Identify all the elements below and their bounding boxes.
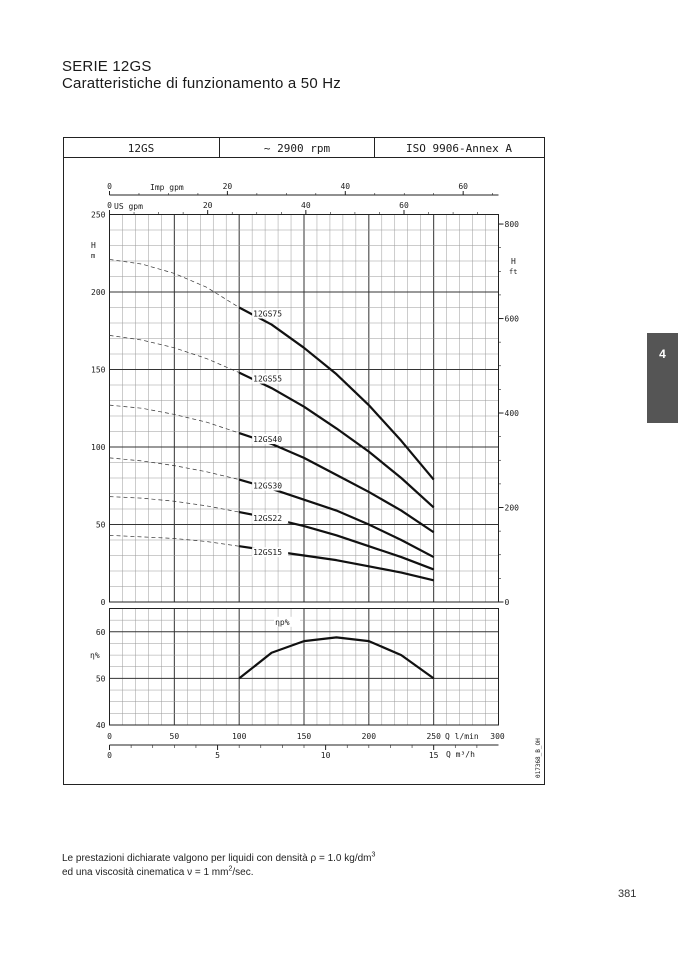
- m3h-tick-label: 10: [320, 751, 331, 760]
- us-gpm-label: US gpm: [114, 202, 143, 211]
- imp-gpm-tick-label: 40: [340, 182, 351, 191]
- head-ft-tick-label: 600: [504, 314, 519, 324]
- drawing-code: 017368_B_OH: [535, 738, 542, 778]
- footnote-line-2-end: /sec.: [232, 867, 254, 878]
- m3h-tick-label: 5: [215, 751, 220, 760]
- series-title: SERIE 12GS: [62, 58, 152, 75]
- header-standard: ISO 9906-Annex A: [406, 142, 512, 155]
- us-gpm-tick-label: 60: [399, 201, 409, 210]
- curve-label-12gs75: 12GS75: [253, 309, 283, 319]
- curve-layer: [110, 259, 434, 678]
- x-axis-label-m3h: Q m³/h: [446, 750, 475, 759]
- x-tick-label-lmin: 0: [107, 732, 112, 741]
- head-m-tick-label: 200: [91, 288, 106, 297]
- head-ft-label-unit: ft: [509, 268, 518, 276]
- head-ft-tick-label: 800: [504, 220, 519, 230]
- imp-gpm-tick-label: 20: [222, 182, 233, 191]
- us-gpm-tick-label: 20: [202, 201, 213, 210]
- page-number: 381: [618, 888, 637, 900]
- chapter-tab-label: 4: [659, 347, 666, 361]
- header-speed: ~ 2900 rpm: [263, 142, 331, 155]
- head-m-tick-label: 150: [91, 365, 106, 375]
- head-m-tick-label: 0: [100, 598, 106, 607]
- eff-tick-label: 50: [95, 674, 106, 684]
- curve-label-12gs55: 12GS55: [253, 374, 283, 384]
- series-subtitle: Caratteristiche di funzionamento a 50 Hz: [62, 75, 341, 92]
- imp-gpm-tick-label: 0: [107, 182, 112, 191]
- curve-12gs75: [239, 308, 433, 480]
- x-tick-label-lmin: 50: [169, 732, 180, 741]
- x-tick-label-lmin: 200: [361, 732, 377, 741]
- x-axis-label-lmin: Q l/min: [445, 732, 479, 741]
- x-tick-label-lmin: 300: [490, 732, 505, 741]
- head-m-label-h: H: [91, 241, 96, 250]
- us-gpm-tick-label: 40: [301, 201, 311, 210]
- axis-layer: [91, 182, 519, 760]
- curve-label-12gs30: 12GS30: [253, 481, 283, 491]
- head-m-tick-label: 100: [91, 443, 106, 452]
- x-tick-label-lmin: 150: [296, 732, 312, 741]
- head-ft-tick-label: 200: [504, 503, 519, 513]
- footnote-line-1: [62, 852, 375, 866]
- head-ft-label-h: H: [511, 257, 516, 266]
- grid-layer: [110, 215, 499, 726]
- eff-tick-label: 60: [95, 627, 106, 637]
- footnote: [62, 852, 375, 880]
- eta-axis-label: η%: [90, 651, 100, 660]
- footnote-line-1-sup: 3: [371, 851, 376, 859]
- header-model: 12GS: [127, 142, 155, 155]
- curve-label-12gs22: 12GS22: [253, 514, 283, 524]
- curve-label-12gs40: 12GS40: [253, 435, 283, 445]
- x-tick-label-lmin: 250: [426, 732, 441, 741]
- eff-tick-label: 40: [95, 721, 106, 730]
- footnote-line-2-sup: 2: [228, 865, 233, 873]
- imp-gpm-label: Imp gpm: [150, 183, 184, 192]
- curve-label-12gs15: 12GS15: [253, 548, 283, 558]
- curve-label-efficiency: ηp%: [275, 617, 290, 627]
- head-m-label-unit: m: [91, 252, 96, 260]
- head-m-tick-label: 250: [91, 210, 106, 220]
- footnote-line-1-text: Le prestazioni dichiarate valgono per liquidi con densità ρ = 1.0 kg/dm: [62, 853, 372, 864]
- m3h-tick-label: 0: [107, 751, 112, 760]
- us-gpm-tick-label: 0: [107, 201, 112, 210]
- head-ft-tick-label: 0: [504, 598, 510, 607]
- head-m-tick-label: 50: [95, 520, 106, 530]
- footnote-line-2: [62, 866, 375, 880]
- head-ft-tick-label: 400: [504, 409, 519, 419]
- m3h-tick-label: 15: [428, 751, 439, 760]
- footnote-line-2-text: ed una viscosità cinematica ν = 1 mm: [62, 867, 229, 878]
- x-tick-label-lmin: 100: [231, 732, 247, 741]
- imp-gpm-tick-label: 60: [458, 182, 469, 191]
